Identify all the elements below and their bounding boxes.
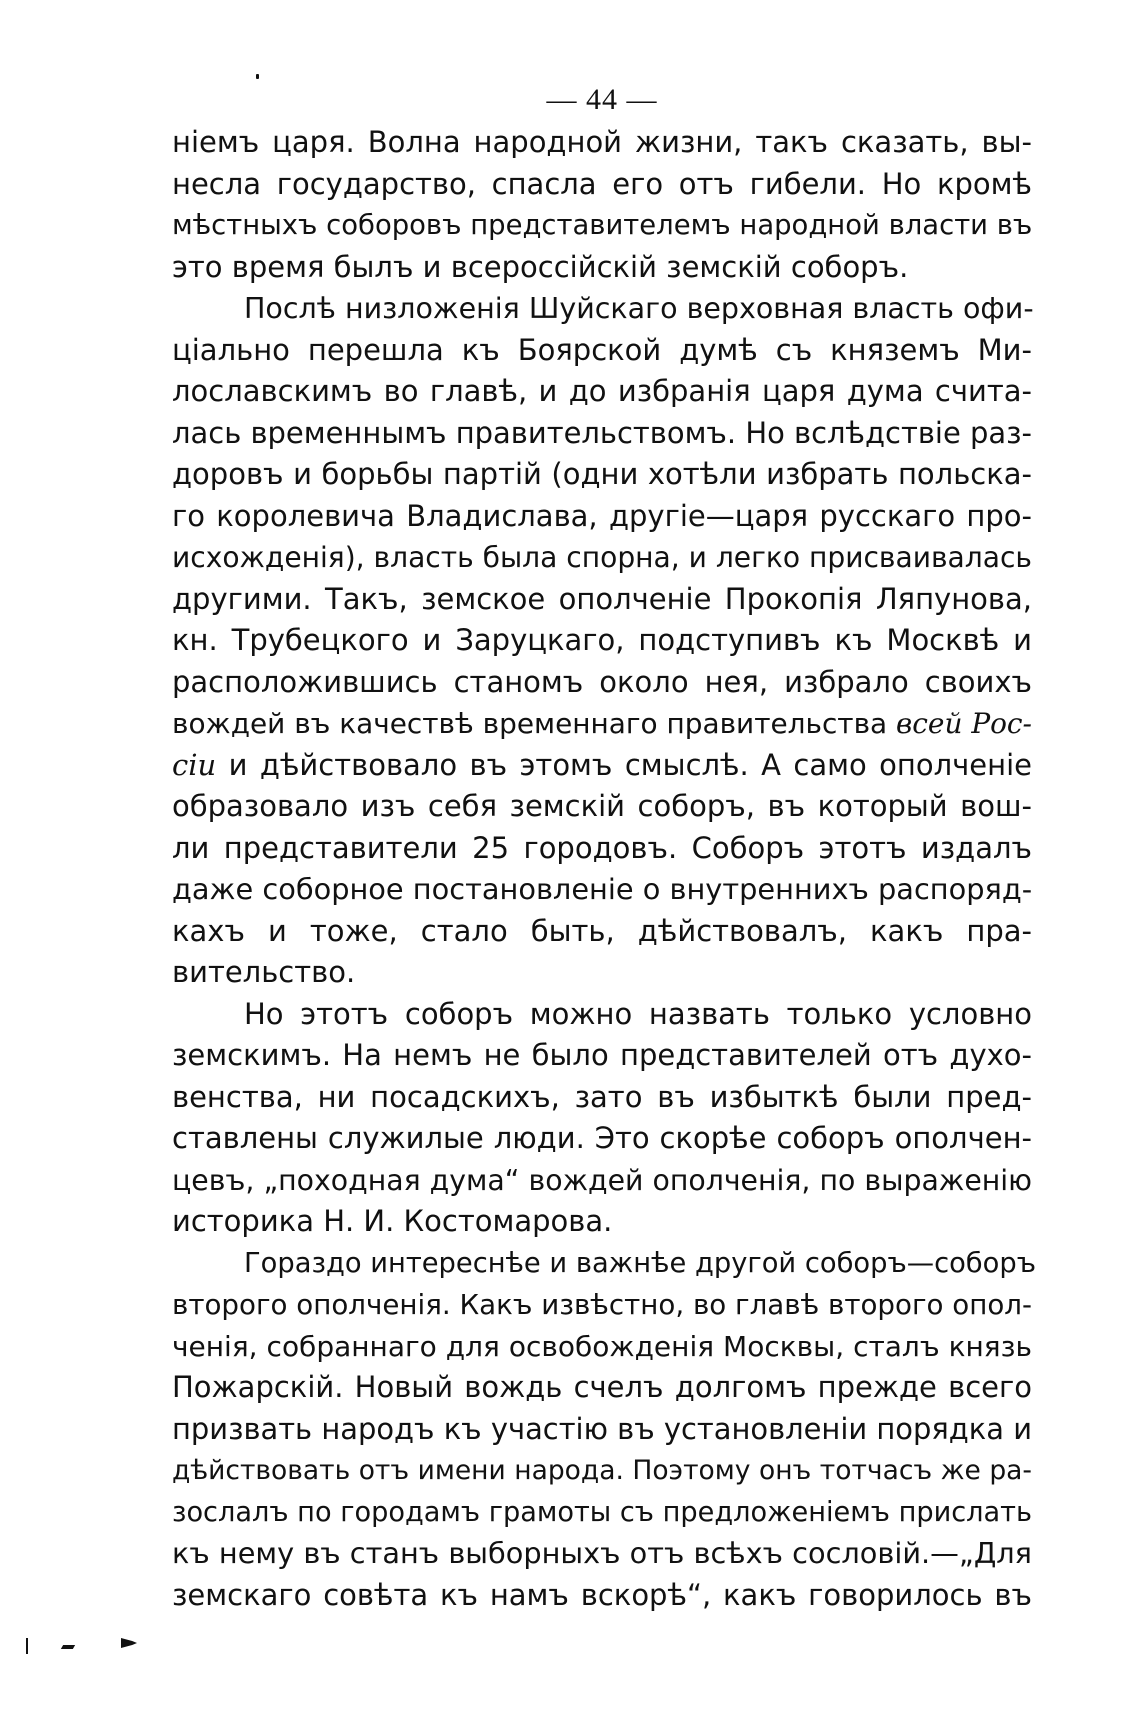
text-line: ціально перешла къ Боярской думѣ съ княземъ Ми- [172, 332, 1032, 367]
text-line: другими. Такъ, земское ополченіе Прокопія Ляпунова, [172, 581, 1032, 616]
scan-artifact [61, 1645, 75, 1649]
text-line: лославскимъ во главѣ, и до избранія царя дума счита- [172, 374, 1032, 408]
text-segment: вождей въ качествѣ временнаго правительства [172, 707, 888, 740]
text-line: несла государство, спасла его отъ гибели. Но кромѣ [172, 166, 1032, 201]
italic-phrase: сіи [172, 747, 217, 782]
text-line: лась временнымъ правительствомъ. Но вслѣдствіе раз- [172, 415, 1032, 450]
text-line: ченія, собраннаго для освобожденія Москвы, сталъ князь [172, 1329, 1032, 1363]
text-line: земскаго совѣта къ намъ вскорѣ“, какъ говорилось въ [172, 1577, 1032, 1612]
text-line: это время былъ и всероссійскій земскій соборъ. [172, 249, 909, 284]
print-speck [256, 74, 259, 79]
italic-phrase: всей Рос- [896, 707, 1032, 740]
text-line-with-italic [172, 745, 1032, 787]
book-page [172, 82, 1036, 1616]
text-line: кн. Трубецкого и Заруцкаго, подступивъ къ Москвѣ и [172, 623, 1032, 657]
text-line: Послѣ низложенія Шуйскаго верховная власть офи- [244, 292, 1034, 325]
text-line: дѣйствовать отъ имени народа. Поэтому онъ тотчасъ же ра- [172, 1455, 1032, 1486]
text-line: венства, ни посадскихъ, зато въ избыткѣ были пред- [172, 1079, 1032, 1114]
text-line: ніемъ царя. Волна народной жизни, такъ сказать, вы- [172, 125, 1032, 159]
text-line: земскимъ. На немъ не было представителей отъ духо- [172, 1038, 1032, 1072]
text-line: ли представители 25 городовъ. Соборъ этотъ издалъ [172, 830, 1032, 865]
text-line: исхожденія), власть была спорна, и легко присваивалась [172, 541, 1032, 574]
text-line: ставлены служилые люди. Это скорѣе соборъ ополчен- [172, 1121, 1032, 1155]
text-line: вительство. [172, 955, 356, 989]
text-line: доровъ и борьбы партій (одни хотѣли избрать польска- [172, 457, 1032, 491]
text-line: второго ополченія. Какъ извѣстно, во главѣ второго опол- [172, 1288, 1032, 1321]
page-number: — 44 — [546, 83, 658, 116]
paragraph-3 [172, 994, 1032, 1243]
scan-artifact [121, 1638, 137, 1648]
text-line: образовало изъ себя земскій соборъ, въ который вош- [172, 789, 1032, 823]
paragraph-1 [172, 122, 1032, 288]
paragraph-4 [172, 1243, 1036, 1617]
text-line: Гораздо интереснѣе и важнѣе другой соборъ—соборъ [244, 1247, 1036, 1279]
text-line: Пожарскій. Новый вождь счелъ долгомъ прежде всего [172, 1370, 1032, 1404]
text-line: даже соборное постановленіе о внутреннихъ распоряд- [172, 872, 1033, 906]
text-line: Но этотъ соборъ можно назвать только условно [244, 996, 1032, 1031]
paragraph-2 [172, 288, 1032, 994]
text-line: мѣстныхъ соборовъ представителемъ народной власти въ [172, 210, 1033, 241]
text-line-with-italic [172, 703, 1032, 745]
text-line: призвать народъ къ участію въ установленіи порядка и [172, 1411, 1032, 1446]
scan-artifact [26, 1638, 28, 1654]
text-line: къ нему въ станъ выборныхъ отъ всѣхъ сословій.—„Для [172, 1536, 1032, 1570]
text-line: историка Н. И. Костомарова. [172, 1204, 613, 1238]
text-line: го королевича Владислава, другіе—царя русскаго про- [172, 498, 1032, 533]
text-line: цевъ, „походная дума“ вождей ополченія, по выраженію [172, 1163, 1032, 1197]
text-line: расположившись станомъ около нея, избрало своихъ [172, 664, 1032, 699]
text-line: кахъ и тоже, стало быть, дѣйствовалъ, какъ пра- [172, 913, 1032, 948]
text-segment: и дѣйствовало въ этомъ смыслѣ. А само ополченіе [228, 747, 1032, 782]
text-line: зослалъ по городамъ грамоты съ предложеніемъ прислать [172, 1496, 1032, 1528]
